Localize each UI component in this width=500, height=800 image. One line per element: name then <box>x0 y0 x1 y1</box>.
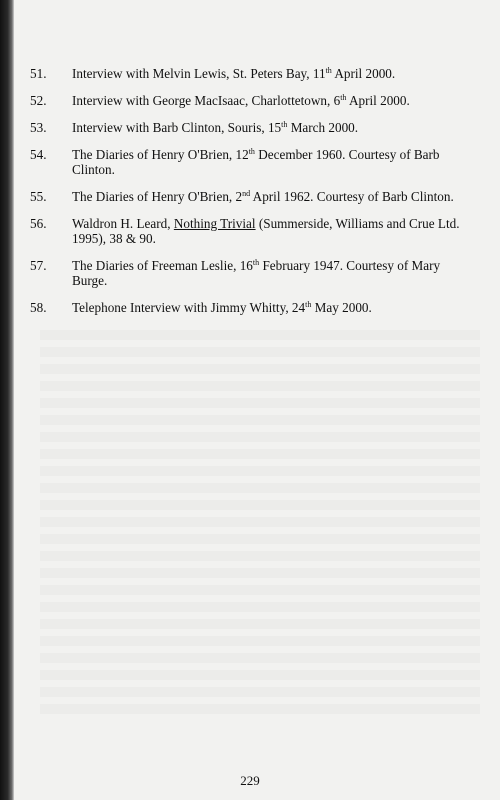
page-number: 229 <box>240 773 260 788</box>
endnote-text: The Diaries of Henry O'Brien, 12th December 1960. Courtesy of Barb Clinton. <box>72 147 440 177</box>
book-binding-shadow <box>0 0 14 800</box>
endnote-56 <box>30 216 470 246</box>
endnote-number: 56. <box>30 216 47 231</box>
endnote-text: Interview with Melvin Lewis, St. Peters Bay, 11th April 2000. <box>72 66 396 81</box>
endnote-text: Telephone Interview with Jimmy Whitty, 24th May 2000. <box>72 300 372 315</box>
endnote-text: The Diaries of Freeman Leslie, 16th February 1947. Courtesy of Mary Burge. <box>72 258 441 288</box>
endnote-number: 51. <box>30 66 47 81</box>
endnote-54 <box>30 147 470 177</box>
endnote-52 <box>30 93 470 108</box>
endnote-53 <box>30 120 470 135</box>
endnote-number: 58. <box>30 300 47 315</box>
endnote-55 <box>30 189 470 204</box>
endnote-number: 55. <box>30 189 47 204</box>
endnote-number: 54. <box>30 147 47 162</box>
endnote-57 <box>30 258 470 288</box>
endnote-text: Interview with George MacIsaac, Charlottetown, 6th April 2000. <box>72 93 410 108</box>
endnote-58 <box>30 300 470 315</box>
endnote-number: 52. <box>30 93 47 108</box>
endnote-text: Waldron H. Leard, Nothing Trivial (Summerside, Williams and Crue Ltd. 1995), 38 & 90. <box>72 216 460 246</box>
endnote-text: Interview with Barb Clinton, Souris, 15th March 2000. <box>72 120 359 135</box>
show-through-texture <box>40 330 480 720</box>
endnote-text: The Diaries of Henry O'Brien, 2nd April 1962. Courtesy of Barb Clinton. <box>72 189 454 204</box>
endnote-number: 57. <box>30 258 47 273</box>
endnote-number: 53. <box>30 120 47 135</box>
book-title: Nothing Trivial <box>173 216 256 231</box>
endnotes-list <box>30 66 470 327</box>
endnote-51 <box>30 66 470 81</box>
